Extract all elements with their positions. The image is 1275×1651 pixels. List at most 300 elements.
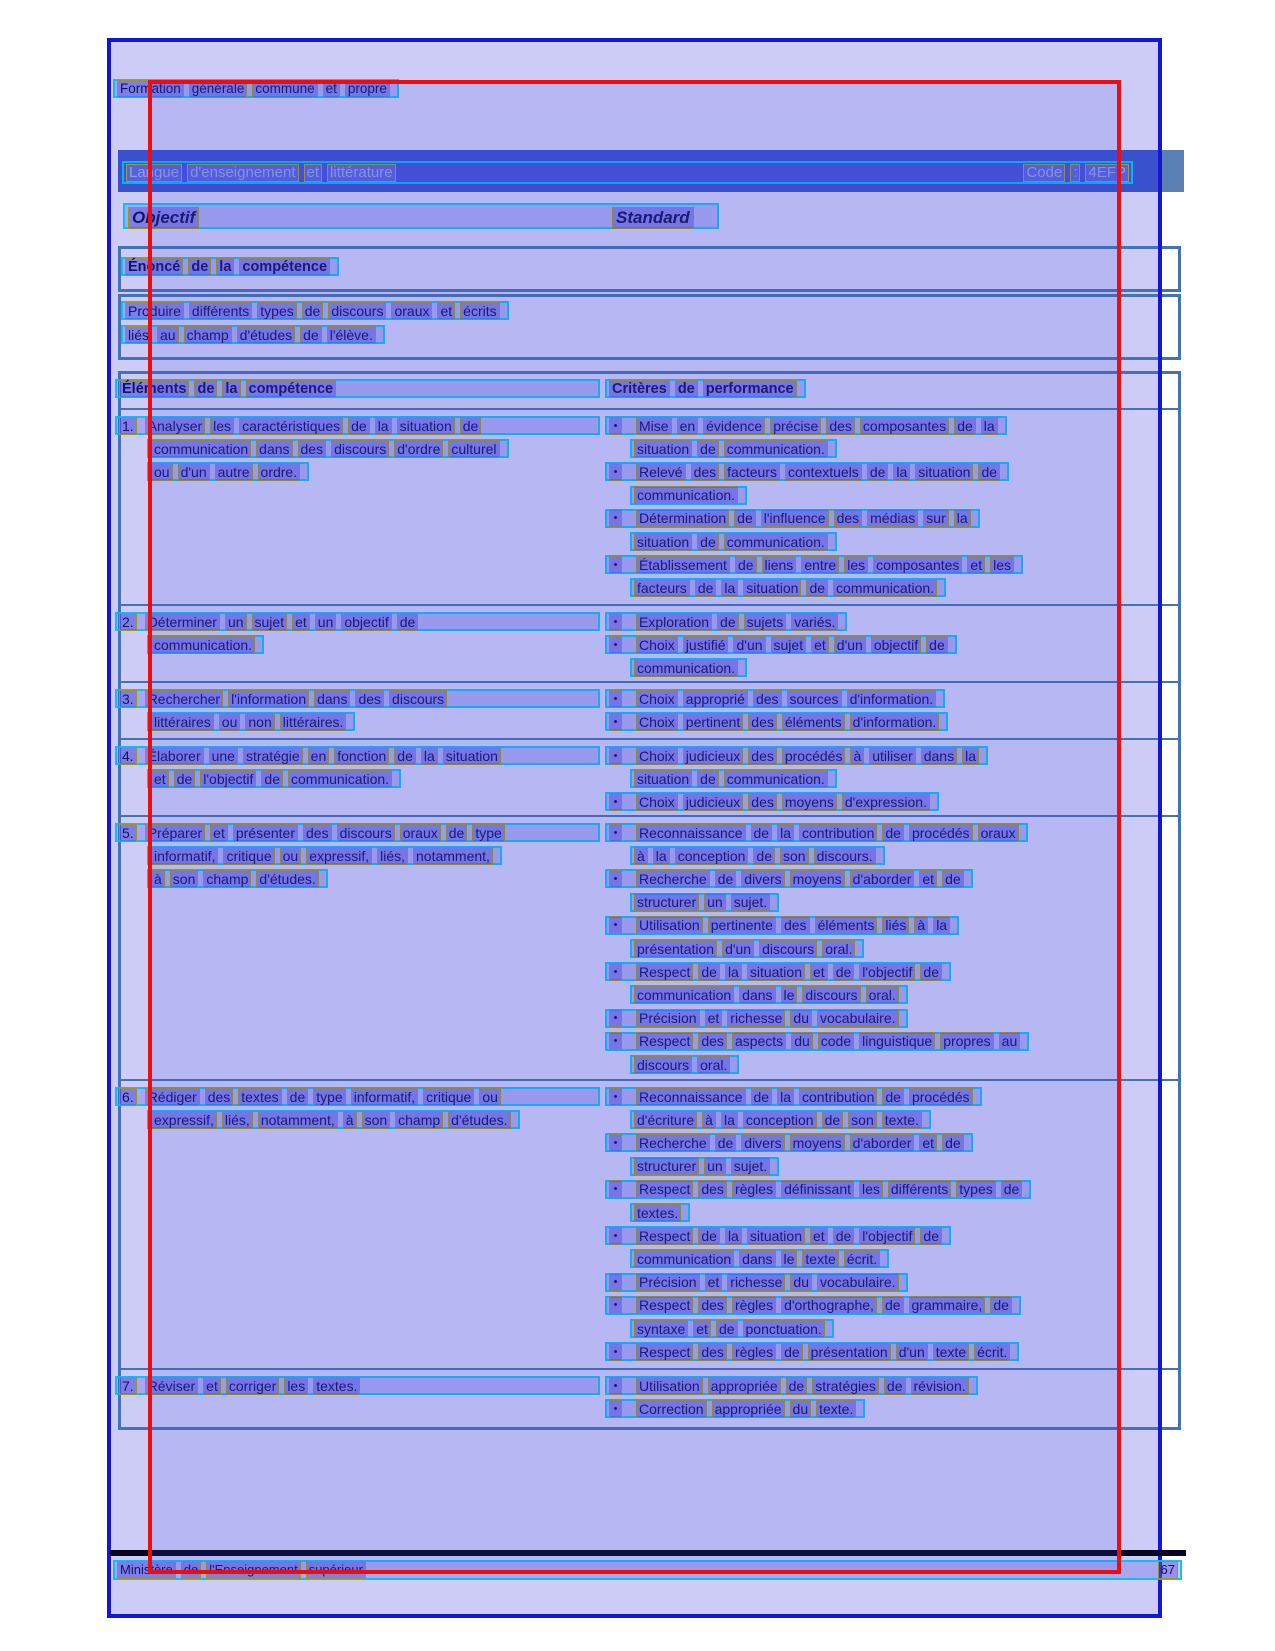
word-box: texte: [802, 1250, 838, 1268]
word-box: divers: [741, 1134, 784, 1152]
word-box: les: [210, 417, 234, 435]
word-box: de: [882, 824, 904, 842]
word-box: un: [315, 613, 337, 631]
word-box: des: [205, 1088, 234, 1106]
item-number: 1.: [119, 417, 137, 435]
word-box: structurer: [634, 1157, 699, 1175]
word-box: de: [942, 870, 964, 888]
word-box: structurer: [634, 893, 699, 911]
bullet-icon: •: [609, 1088, 622, 1106]
word-box: Choix: [636, 690, 678, 708]
word-box: communication.: [288, 770, 392, 788]
word-box: situation: [634, 770, 692, 788]
word-box: la: [933, 916, 950, 934]
word-box: liés: [882, 916, 909, 934]
word-box: Précision: [636, 1273, 700, 1291]
criterion-line: [605, 1226, 951, 1245]
word-box: des: [826, 417, 855, 435]
code-value: 4EFP: [1085, 164, 1129, 182]
word-box: conception: [743, 1111, 817, 1129]
word-box: non: [245, 713, 274, 731]
element-line: [115, 612, 600, 631]
word-box: d'un: [722, 940, 754, 958]
criterion-line: [605, 869, 973, 888]
word-box: richesse: [727, 1009, 785, 1027]
word-box: de: [920, 963, 942, 981]
word-box: de: [698, 963, 720, 981]
bullet-icon: •: [609, 793, 622, 811]
element-line: [147, 462, 309, 481]
word-box: au: [157, 326, 179, 344]
element-line: [147, 769, 401, 788]
word-box: la: [721, 1111, 738, 1129]
word-box: Ministère: [117, 1561, 176, 1579]
word-box: Rédiger: [145, 1088, 200, 1106]
word-box: de: [884, 1377, 906, 1395]
word-box: Reconnaissance: [636, 824, 746, 842]
criterion-line: [605, 1180, 1031, 1199]
word-box: du: [790, 1273, 812, 1291]
word-box: composantes: [860, 417, 949, 435]
word-box: de: [698, 1227, 720, 1245]
criterion-line: [630, 658, 747, 677]
word-box: Réviser: [145, 1377, 198, 1395]
word-box: de: [174, 770, 196, 788]
element-line: [147, 846, 502, 865]
word-box: de: [188, 258, 211, 276]
word-box: un: [704, 1157, 726, 1175]
word-box: dans: [921, 747, 957, 765]
criterion-line: [630, 893, 779, 912]
word-box: règles: [732, 1180, 776, 1198]
element-line: [147, 712, 355, 731]
word-box: de: [715, 870, 737, 888]
word-box: d'aborder: [850, 1134, 915, 1152]
word-box: procédés: [782, 747, 846, 765]
word-box: d'aborder: [850, 870, 915, 888]
word-box: de: [867, 463, 889, 481]
word-box: des: [355, 690, 384, 708]
word-box: texte.: [882, 1111, 922, 1129]
word-box: de: [806, 579, 828, 597]
word-box: de: [1001, 1180, 1023, 1198]
word-box: de: [822, 1111, 844, 1129]
word-box: type: [472, 824, 504, 842]
banner-line-box: [122, 161, 1133, 184]
word-box: utiliser: [869, 747, 915, 765]
bullet-icon: •: [609, 1134, 622, 1152]
word-box: de: [287, 1088, 309, 1106]
word-box: d'études: [237, 326, 296, 344]
word-box: vocabulaire.: [817, 1273, 899, 1291]
column-title-objectif: Objectif: [128, 207, 199, 229]
criterion-line: [605, 1273, 908, 1292]
word-box: autre: [215, 463, 253, 481]
word-box: de: [735, 556, 757, 574]
word-box: de: [990, 1296, 1012, 1314]
word-box: de: [394, 747, 416, 765]
word-box: dans: [739, 986, 775, 1004]
word-box: critique: [223, 847, 274, 865]
criterion-line: [605, 746, 988, 765]
word-box: et: [323, 80, 340, 98]
word-box: des: [698, 1296, 727, 1314]
word-box: des: [698, 1180, 727, 1198]
word-box: et: [967, 556, 985, 574]
word-box: règles: [732, 1343, 776, 1361]
word-box: présenter: [233, 824, 298, 842]
word-box: la: [981, 417, 998, 435]
word-box: d'études.: [256, 870, 318, 888]
criterion-line: [605, 1087, 982, 1106]
word-box: d'études.: [448, 1111, 510, 1129]
word-box: de: [675, 380, 698, 398]
word-box: l'information: [228, 690, 309, 708]
word-box: communication: [634, 986, 734, 1004]
word-box: générale: [189, 80, 248, 98]
word-box: contribution: [799, 1088, 877, 1106]
bullet-icon: •: [609, 1377, 622, 1395]
item-number: 6.: [119, 1088, 137, 1106]
statement-line: [121, 325, 385, 344]
word-box: de: [715, 1134, 737, 1152]
word-box: sur: [923, 509, 948, 527]
word-box: la: [725, 963, 742, 981]
word-box: la: [375, 417, 392, 435]
word-box: discours: [337, 824, 395, 842]
word-box: son: [170, 870, 199, 888]
word-box: supérieur: [306, 1561, 366, 1579]
word-box: des: [748, 713, 777, 731]
word-box: de: [348, 417, 370, 435]
word-box: situation: [743, 579, 801, 597]
word-box: appropriée: [708, 1377, 781, 1395]
word-box: expressif,: [151, 1111, 217, 1129]
word-box: écrit.: [844, 1250, 880, 1268]
word-box: un: [704, 893, 726, 911]
criterion-line: [630, 939, 864, 958]
criterion-line: [630, 532, 837, 551]
ministry-footer: [117, 1561, 371, 1579]
word-box: de: [446, 824, 468, 842]
word-box: situation: [443, 747, 501, 765]
word-box: Éléments: [119, 380, 189, 398]
word-box: commune: [252, 80, 317, 98]
code-separator: :: [1070, 164, 1080, 182]
word-box: Correction: [636, 1400, 707, 1418]
word-box: des: [303, 824, 332, 842]
criterion-line: [605, 1032, 1029, 1051]
criterion-line: [605, 1376, 978, 1395]
word-box: en: [677, 417, 699, 435]
criterion-line: [630, 578, 946, 597]
word-box: médias: [867, 509, 918, 527]
word-box: oraux: [400, 824, 441, 842]
criterion-line: [630, 1249, 889, 1268]
word-box: informatif,: [351, 1088, 418, 1106]
word-box: de: [786, 1377, 808, 1395]
word-box: à: [151, 870, 165, 888]
word-box: l'objectif: [200, 770, 256, 788]
word-box: sujet.: [731, 1157, 770, 1175]
word-box: communication.: [724, 770, 828, 788]
word-box: ou: [151, 463, 173, 481]
word-box: la: [222, 380, 240, 398]
banner-region-overflow: [1162, 150, 1184, 192]
word-box: discours: [759, 940, 817, 958]
word-box: pertinente: [708, 916, 776, 934]
word-box: à: [702, 1111, 716, 1129]
word-box: Relevé: [636, 463, 686, 481]
word-box: stratégies: [812, 1377, 879, 1395]
column-title-standard: Standard: [612, 207, 694, 229]
word-box: ou: [479, 1088, 501, 1106]
word-box: ordre.: [258, 463, 301, 481]
bullet-icon: •: [609, 636, 622, 654]
word-box: sujet.: [731, 893, 770, 911]
word-box: éléments: [815, 916, 878, 934]
word-box: différents: [189, 302, 252, 320]
table-row: [118, 408, 1181, 604]
word-box: judicieux: [683, 747, 743, 765]
word-box: un: [225, 613, 247, 631]
word-box: judicieux: [683, 793, 743, 811]
word-box: texte.: [816, 1400, 856, 1418]
word-box: Mise: [636, 417, 672, 435]
bullet-icon: •: [609, 1273, 622, 1291]
word-box: d'un: [834, 636, 866, 654]
criterion-line: [605, 1399, 865, 1418]
word-box: textes: [238, 1088, 281, 1106]
word-box: propres: [940, 1032, 993, 1050]
word-box: sources: [787, 690, 842, 708]
word-box: contextuels: [785, 463, 862, 481]
word-box: de: [882, 1088, 904, 1106]
word-box: au: [999, 1032, 1021, 1050]
word-box: de: [751, 824, 773, 842]
word-box: éléments: [782, 713, 845, 731]
criterion-line: [605, 916, 959, 935]
word-box: facteurs: [724, 463, 780, 481]
word-box: Critères: [609, 380, 670, 398]
word-box: littéraires.: [280, 713, 347, 731]
word-box: oral.: [866, 986, 899, 1004]
word-box: de: [942, 1134, 964, 1152]
word-box: Recherche: [636, 1134, 710, 1152]
criterion-line: [605, 689, 945, 708]
criterion-line: [630, 1055, 739, 1074]
word-box: caractéristiques: [239, 417, 343, 435]
bullet-icon: •: [609, 713, 622, 731]
word-box: l'élève.: [327, 326, 376, 344]
word-box: révision.: [911, 1377, 969, 1395]
word-box: de: [920, 1227, 942, 1245]
word-box: justifié: [683, 636, 729, 654]
bullet-icon: •: [609, 1400, 622, 1418]
word-box: de: [194, 380, 217, 398]
word-box: culturel: [448, 440, 499, 458]
word-box: de: [695, 579, 717, 597]
word-box: liés,: [222, 1111, 253, 1129]
code-label: Code: [1023, 164, 1065, 182]
word-box: et: [304, 164, 323, 182]
word-box: et: [151, 770, 169, 788]
word-box: présentation: [808, 1343, 891, 1361]
word-box: de: [300, 326, 322, 344]
word-box: textes.: [313, 1377, 360, 1395]
word-box: moyens: [790, 870, 845, 888]
bullet-icon: •: [609, 1343, 622, 1361]
word-box: Déterminer: [145, 613, 220, 631]
word-box: discours: [634, 1056, 692, 1074]
word-box: ou: [219, 713, 241, 731]
bullet-icon: •: [609, 556, 622, 574]
word-box: Choix: [636, 747, 678, 765]
word-box: liés,: [377, 847, 408, 865]
header-note-line: [113, 79, 399, 98]
word-box: de: [833, 963, 855, 981]
word-box: communication.: [724, 440, 828, 458]
word-box: Préparer: [145, 824, 205, 842]
word-box: la: [777, 824, 794, 842]
word-box: et: [203, 1377, 221, 1395]
word-box: d'écriture: [634, 1111, 697, 1129]
word-box: les: [990, 556, 1014, 574]
word-box: d'information.: [847, 690, 937, 708]
word-box: du: [790, 1009, 812, 1027]
word-box: syntaxe: [634, 1320, 688, 1338]
criterion-line: [605, 712, 948, 731]
criterion-line: [605, 416, 1007, 435]
word-box: pertinent: [683, 713, 743, 731]
word-box: de: [697, 770, 719, 788]
word-box: moyens: [790, 1134, 845, 1152]
word-box: champ: [203, 870, 251, 888]
word-box: à: [914, 916, 928, 934]
word-box: oraux: [978, 824, 1019, 842]
word-box: code: [818, 1032, 854, 1050]
word-box: procédés: [909, 824, 973, 842]
word-box: de: [781, 1343, 803, 1361]
word-box: d'orthographe,: [781, 1296, 877, 1314]
word-box: de: [716, 1320, 738, 1338]
element-line: [115, 1376, 600, 1395]
word-box: contribution: [799, 824, 877, 842]
word-box: les: [859, 1180, 883, 1198]
word-box: l'objectif: [859, 1227, 915, 1245]
word-box: présentation: [634, 940, 717, 958]
word-box: communication.: [634, 486, 738, 504]
word-box: communication.: [151, 636, 255, 654]
word-box: composantes: [873, 556, 962, 574]
word-box: précise: [770, 417, 821, 435]
word-box: une: [209, 747, 238, 765]
word-box: communication.: [833, 579, 937, 597]
word-box: Choix: [636, 636, 678, 654]
word-box: d'expression.: [842, 793, 930, 811]
word-box: Élaborer: [145, 747, 204, 765]
word-box: le: [781, 986, 798, 1004]
word-box: texte: [933, 1343, 969, 1361]
word-box: sujets: [744, 613, 787, 631]
footer-line-box: [113, 1560, 1182, 1580]
item-number: 4.: [119, 747, 137, 765]
criterion-line: [630, 1203, 690, 1222]
bullet-icon: •: [609, 747, 622, 765]
word-box: grammaire,: [909, 1296, 986, 1314]
word-box: Respect: [636, 1296, 693, 1314]
word-box: informatif,: [151, 847, 218, 865]
bullet-icon: •: [609, 824, 622, 842]
element-line: [147, 635, 264, 654]
word-box: son: [848, 1111, 877, 1129]
word-box: évidence: [703, 417, 765, 435]
word-box: communication: [634, 1250, 734, 1268]
word-box: Utilisation: [636, 1377, 703, 1395]
word-box: Respect: [636, 1032, 693, 1050]
footer-rule: [110, 1550, 1186, 1556]
bullet-icon: •: [609, 1227, 622, 1245]
word-box: types: [257, 302, 296, 320]
bullet-icon: •: [609, 1180, 622, 1198]
word-box: performance: [703, 380, 797, 398]
criterion-line: [630, 985, 908, 1004]
word-box: des: [298, 440, 327, 458]
bullet-icon: •: [609, 916, 622, 934]
word-box: Rechercher: [145, 690, 223, 708]
word-box: communication.: [634, 659, 738, 677]
word-box: discours: [328, 302, 386, 320]
bullet-icon: •: [609, 1296, 622, 1314]
word-box: des: [698, 1032, 727, 1050]
word-box: Respect: [636, 1180, 693, 1198]
word-box: discours.: [814, 847, 876, 865]
word-box: la: [653, 847, 670, 865]
word-box: et: [919, 870, 937, 888]
element-line: [115, 746, 600, 765]
word-box: Choix: [636, 793, 678, 811]
bullet-icon: •: [609, 463, 622, 481]
word-box: d'information.: [850, 713, 940, 731]
word-box: la: [962, 747, 979, 765]
word-box: de: [717, 613, 739, 631]
word-box: oral.: [697, 1056, 730, 1074]
word-box: situation: [747, 963, 805, 981]
word-box: la: [216, 258, 234, 276]
criterion-line: [630, 486, 747, 505]
word-box: et: [919, 1134, 937, 1152]
word-box: communication.: [724, 533, 828, 551]
word-box: et: [437, 302, 455, 320]
word-box: Langue: [126, 164, 182, 182]
word-box: de: [261, 770, 283, 788]
word-box: et: [210, 824, 228, 842]
word-box: expressif,: [306, 847, 372, 865]
word-box: Choix: [636, 713, 678, 731]
column-titles-line-box: [123, 203, 719, 229]
word-box: Détermination: [636, 509, 729, 527]
criterion-line: [605, 962, 951, 981]
word-box: liens: [762, 556, 797, 574]
criterion-line: [605, 1342, 1019, 1361]
criterion-line: [630, 769, 837, 788]
word-box: les: [284, 1377, 308, 1395]
word-box: sujet: [771, 636, 807, 654]
word-box: discours: [331, 440, 389, 458]
criterion-line: [605, 823, 1028, 842]
word-box: et: [810, 963, 828, 981]
word-box: des: [834, 509, 863, 527]
